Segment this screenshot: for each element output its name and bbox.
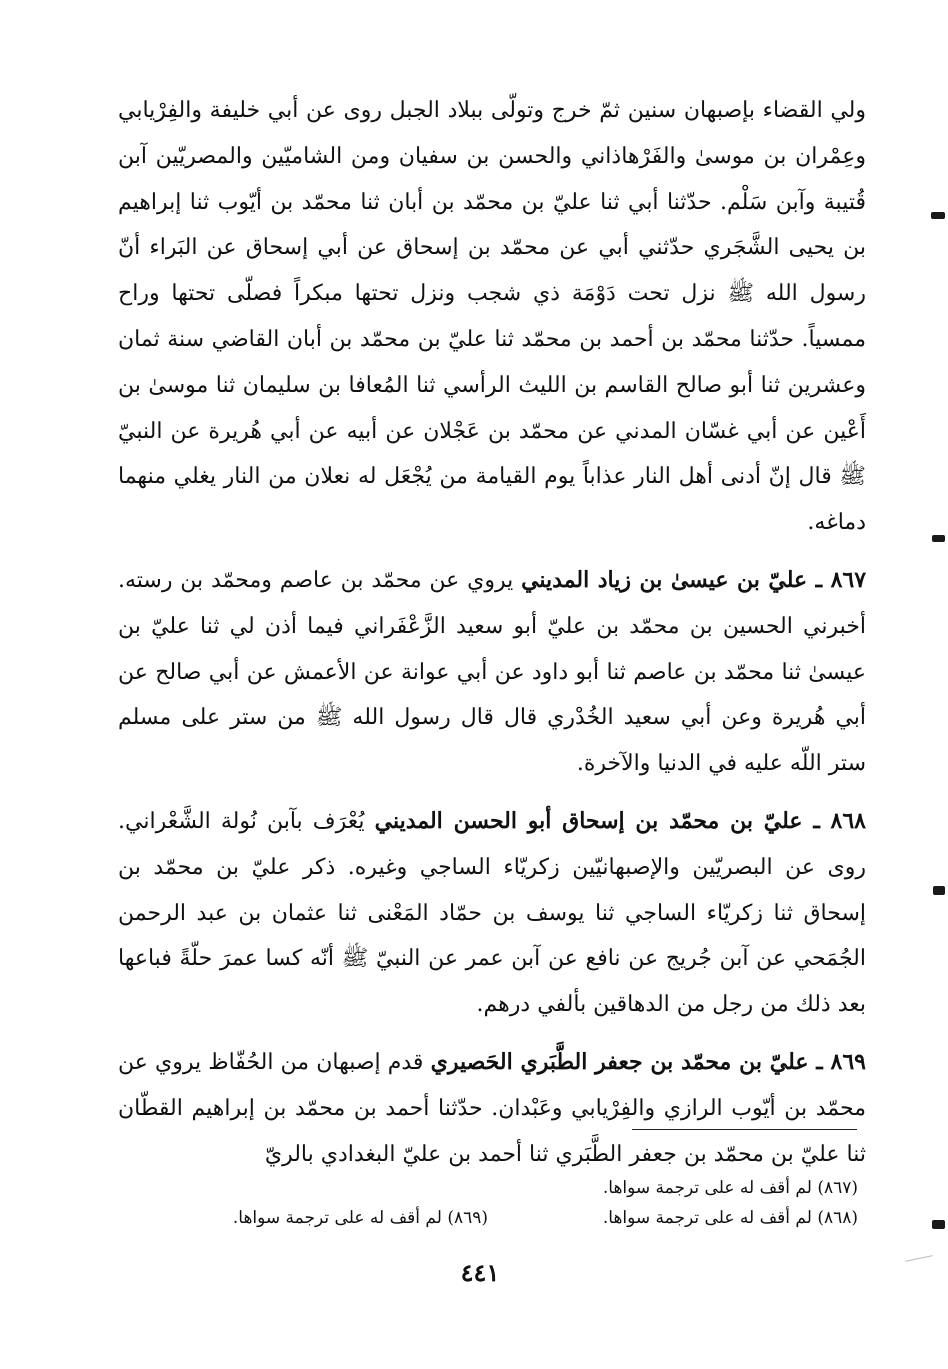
entry-heading: ٨٦٨ ـ عليّ بن محمّد بن إسحاق أبو الحسن المديني — [374, 807, 866, 834]
scan-artifact-line — [905, 1255, 933, 1262]
margin-mark — [932, 1220, 945, 1229]
page-number: ٤٤١ — [460, 1258, 500, 1287]
entry-868 — [118, 799, 866, 1028]
entry-869 — [118, 1040, 866, 1177]
paragraph-text: ولي القضاء بإصبهان سنين ثمّ خرج وتولّى ببلاد الجبل روى عن أبي خليفة والفِرْيابي وعِمْران بن موسىٰ والفَرْهاذاني والحسن بن سفيان ومن الشاميّين والمصريّين آبن قُتيبة وآبن سَلْم. حدّثنا أبي ثنا عليّ بن محمّد بن أبان ثنا محمّد بن أيّوب ثنا إبراهيم بن يحيى الشَّجَري حدّثني أبي عن محمّد بن إسحاق عن أبي إسحاق عن البَراء أنّ رسول الله ﷺ نزل تحت دَوْمَة ذي شجب ونزل تحتها مبكراً فصلّى تحتها وراح ممسياً. حدّثنا محمّد بن أحمد بن محمّد ثنا عليّ بن محمّد بن أبان القاضي سنة ثمان وعشرين ثنا أبو صالح القاسم بن الليث الرأسي ثنا المُعافا بن سليمان ثنا موسىٰ بن أَعْين عن أبي غسّان المدني عن محمّد بن عَجْلان عن أبيه عن أبي هُريرة عن النبيّ ﷺ قال إنّ أدنى أهل النار عذاباً يوم القيامة من يُجْعَل له نعلان من النار يغلي منهما دماغه. — [118, 98, 866, 536]
entry-heading: ٨٦٧ ـ عليّ بن عيسىٰ بن زياد المديني — [521, 566, 867, 593]
entry-text: يُعْرَف بآبن نُولة الشَّعْراني. روى عن البصريّين والإصبهانيّين زكريّاء الساجي وغيره. ذكر عليّ بن محمّد بن إسحاق ثنا زكريّاء الساجي ثنا يوسف بن حمّاد المَعْنى ثنا عثمان بن عبد الرحمن الجُمَحي عن آبن جُريج عن نافع عن آبن عمر عن النبيّ ﷺ أنّه كسا عمرَ حلّةً فباعها بعد ذلك من رجل من الدهاقين بألفي درهم. — [118, 808, 866, 1018]
footnote-868: (٨٦٨) لم أقف له على ترجمة سواها. — [602, 1208, 858, 1228]
margin-mark — [933, 886, 945, 895]
footnote-867: (٨٦٧) لم أقف له على ترجمة سواها. — [602, 1178, 858, 1198]
entry-867 — [118, 558, 866, 787]
footnote-869: (٨٦٩) لم أقف له على ترجمة سواها. — [232, 1208, 488, 1228]
entry-text: قدم إصبهان من الحُفّاظ يروي عن محمّد بن أيّوب الرازي والفِرْيابي وعَبْدان. حدّثنا أحمد بن محمّد بن إبراهيم القطّان ثنا عليّ بن محمّد بن جعفر الطَّبَري ثنا أحمد بن عليّ البغدادي بالريّ — [118, 1049, 866, 1167]
main-text-block — [118, 88, 866, 1177]
entry-text: يروي عن محمّد بن عاصم ومحمّد بن رسته. أخبرني الحسين بن محمّد بن عليّ أبو سعيد الزَّعْفَراني فيما أذن لي ثنا عليّ بن عيسىٰ ثنا محمّد بن عاصم ثنا أبو داود عن أبي عوانة عن الأعمش عن أبي صالح عن أبي هُريرة وعن أبي سعيد الخُدْري قال قال رسول الله ﷺ من ستر على مسلم ستر اللّه عليه في الدنيا والآخرة. — [118, 567, 866, 777]
margin-mark — [931, 212, 945, 219]
paragraph-continuation — [118, 88, 866, 546]
entry-heading: ٨٦٩ ـ عليّ بن محمّد بن جعفر الطَّبَري الحَصيري — [430, 1048, 866, 1075]
margin-mark — [932, 535, 945, 542]
footnote-separator — [632, 1129, 857, 1130]
